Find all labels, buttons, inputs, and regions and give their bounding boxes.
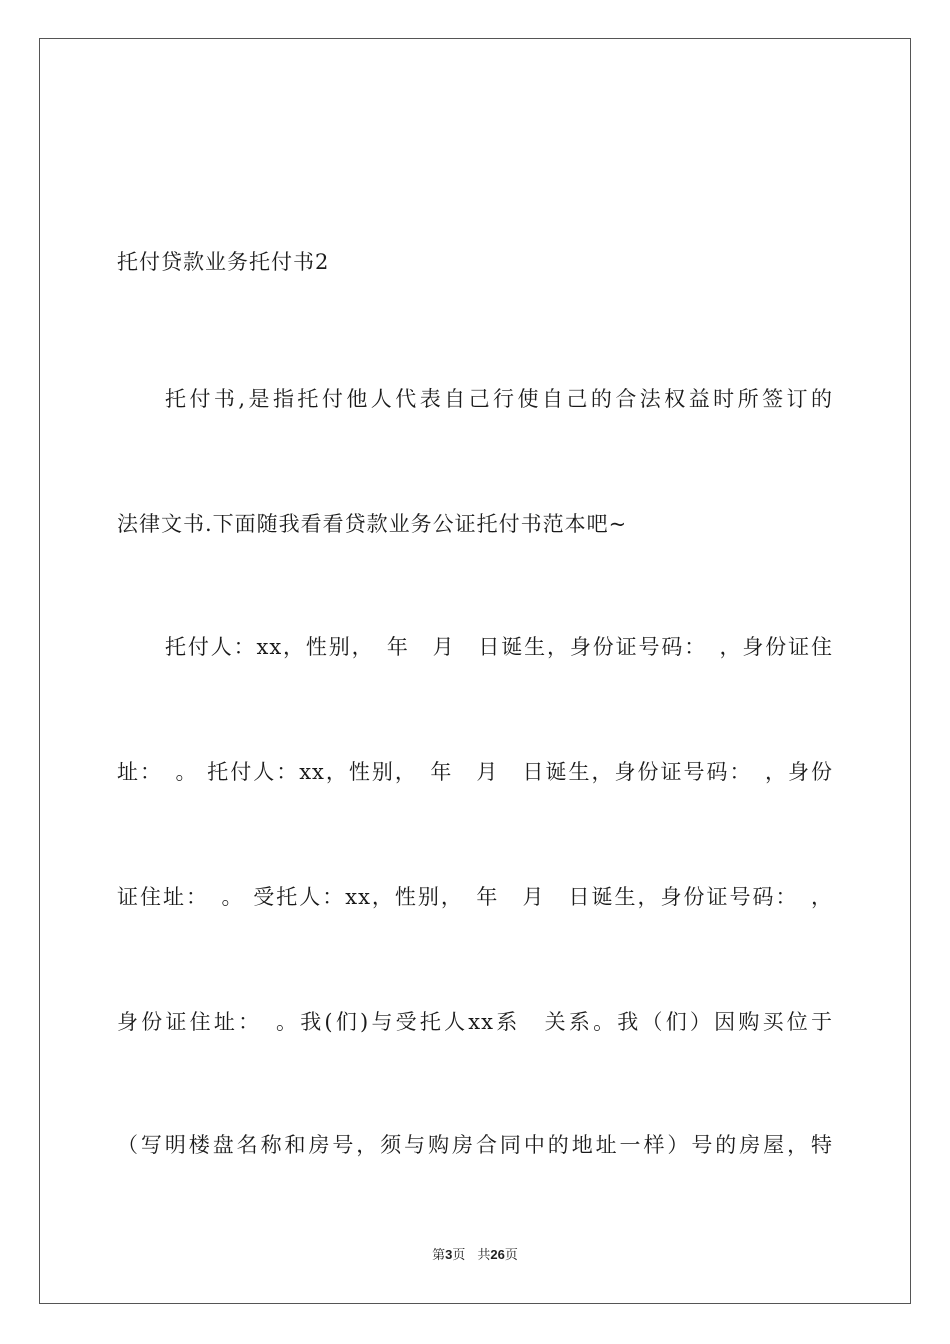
page-border [39,38,911,1304]
paragraph-line-5: 证住址： 。 受托人：xx，性别， 年 月 日诞生，身份证号码： ， [117,885,833,909]
paragraph-line-7: （写明楼盘名称和房号，须与购房合同中的地址一样）号的房屋，特 [117,1133,833,1157]
paragraph-line-3: 托付人：xx，性别， 年 月 日诞生，身份证号码： ，身份证住 [165,635,833,659]
page-footer [0,1246,950,1265]
footer-total-prefix: 共 [477,1248,491,1263]
paragraph-line-4: 址： 。 托付人：xx，性别， 年 月 日诞生，身份证号码： ，身份 [117,760,833,784]
paragraph-line-2: 法律文书.下面随我看看贷款业务公证托付书范本吧~ [117,512,628,536]
footer-total-pages: 26 [490,1247,505,1262]
footer-page-suffix: 页 [452,1248,466,1263]
footer-page-number: 3 [445,1247,453,1262]
paragraph-line-1: 托付书,是指托付他人代表自己行使自己的合法权益时所签订的 [165,387,833,411]
footer-total-suffix: 页 [504,1248,518,1263]
footer-prefix: 第 [432,1248,446,1263]
paragraph-line-6: 身份证住址： 。我(们)与受托人xx系 关系。我（们）因购买位于 [117,1010,833,1034]
document-title: 托付贷款业务托付书2 [117,250,330,274]
